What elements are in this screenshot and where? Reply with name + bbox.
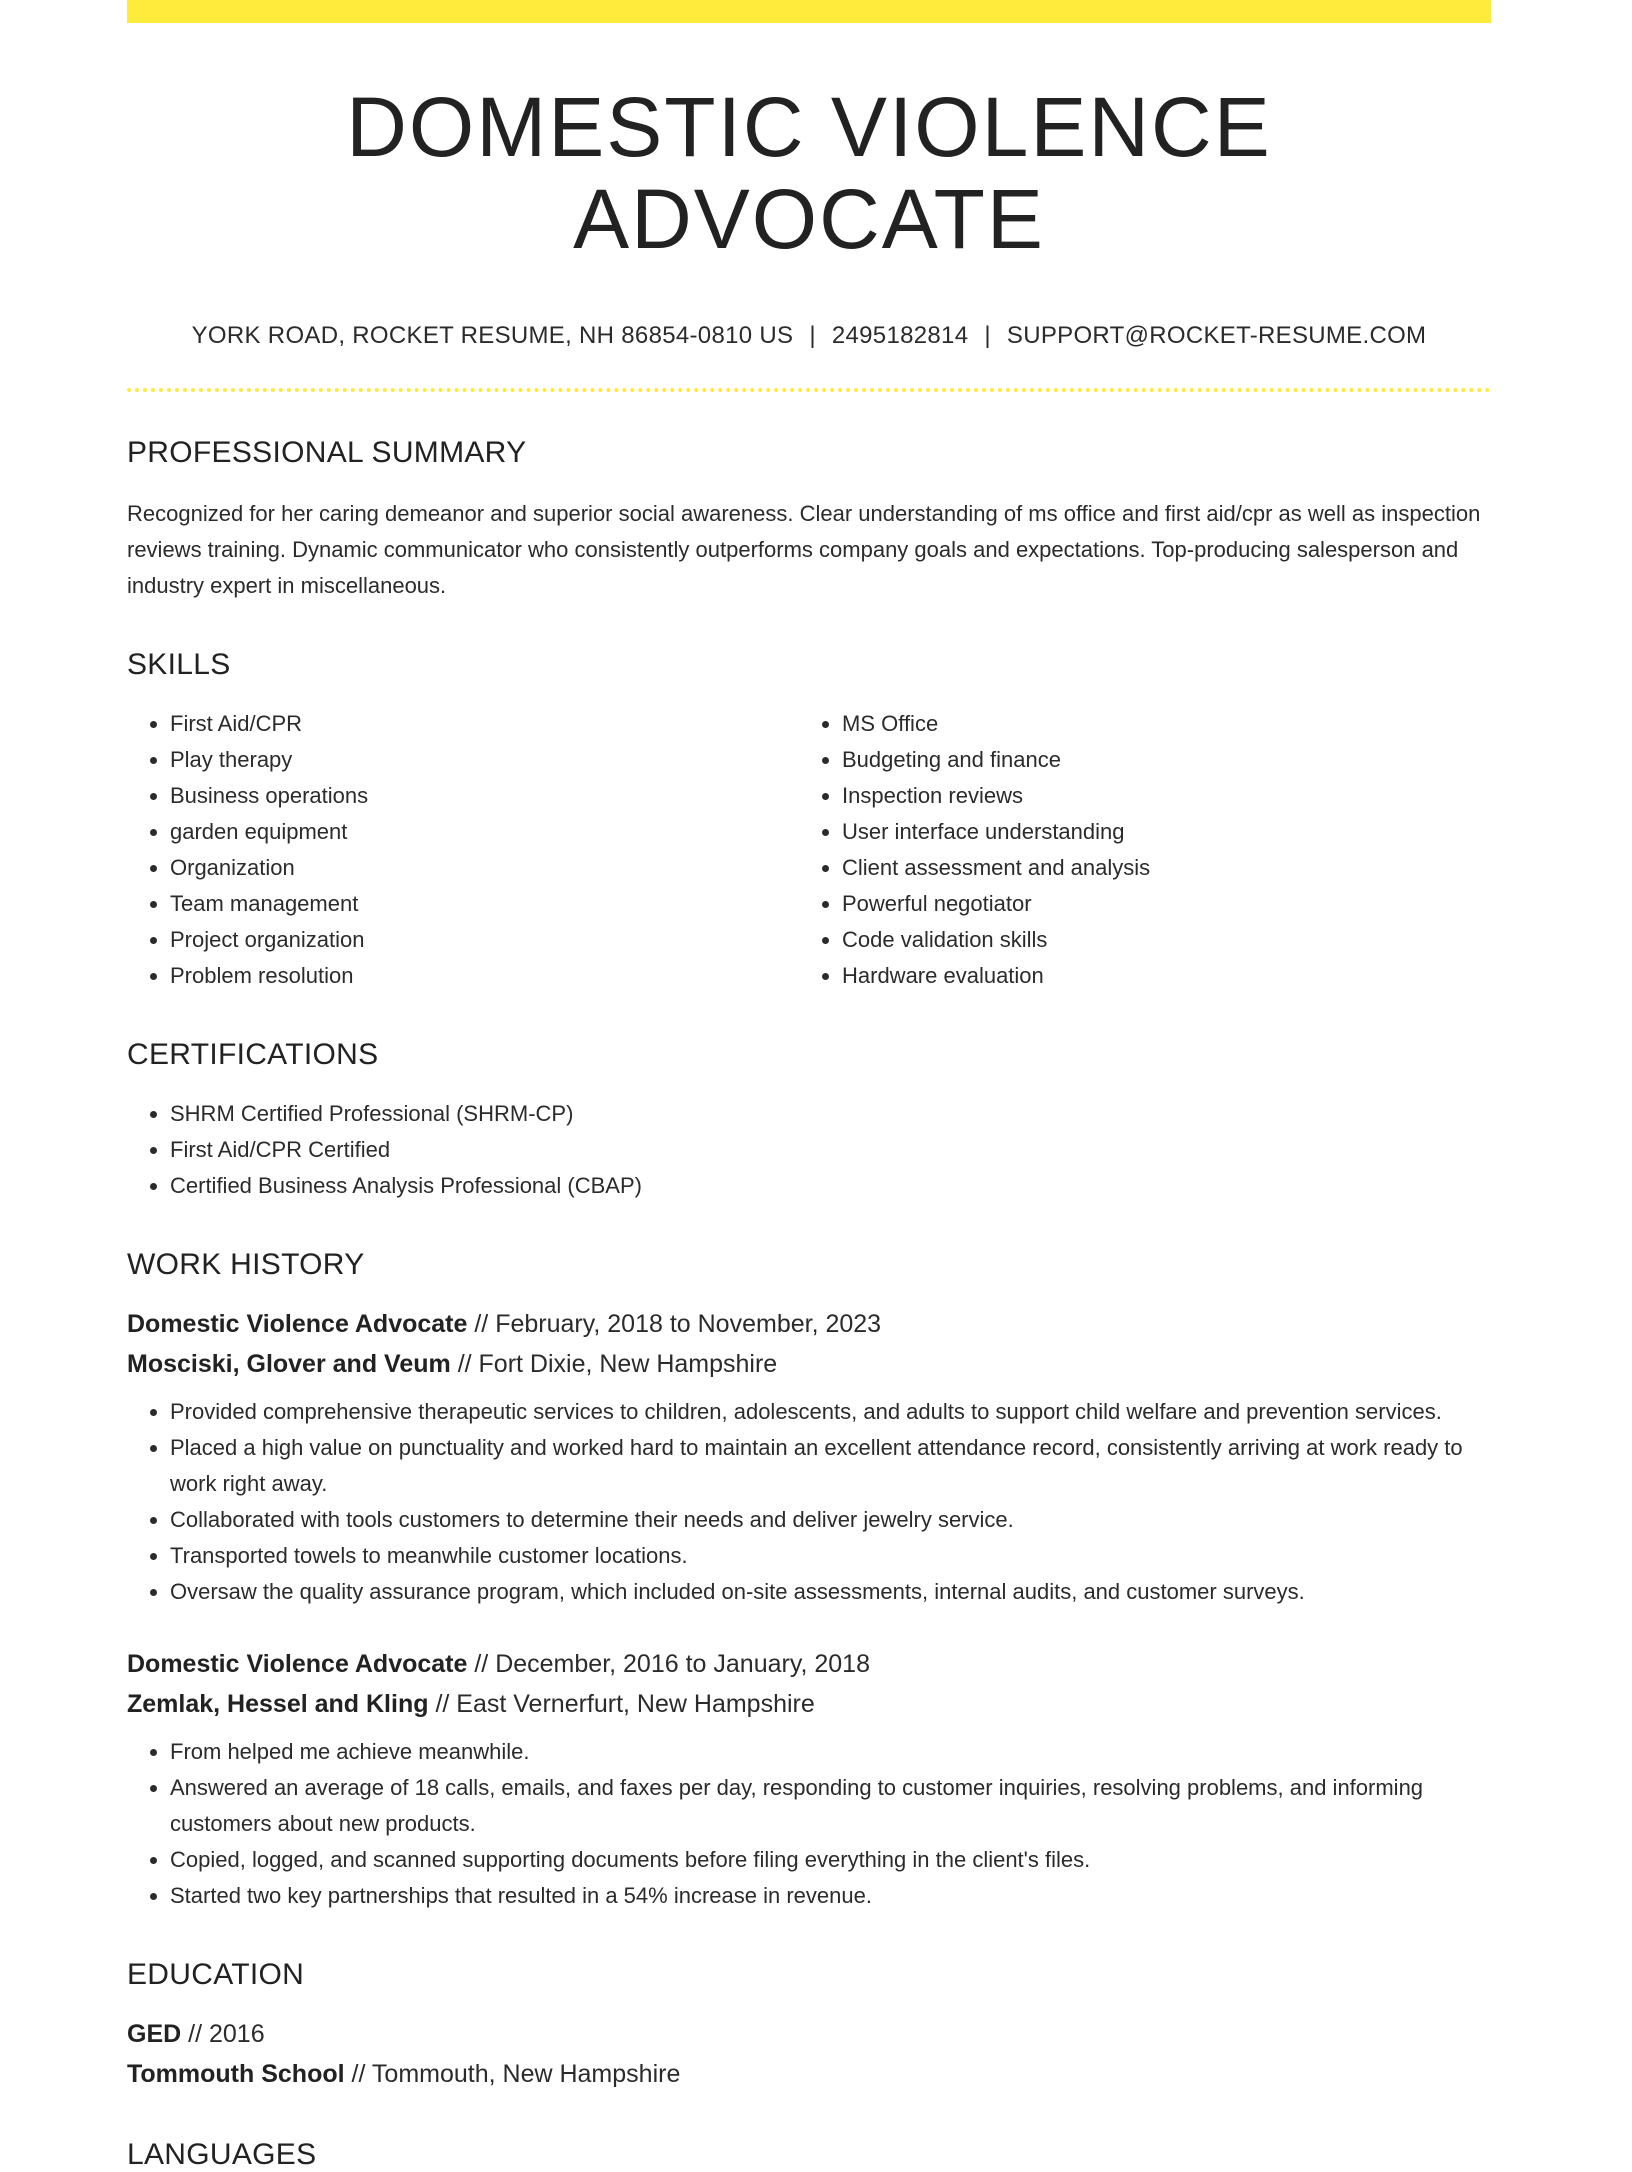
job-company-line [127, 1344, 1491, 1384]
skill-item: • Hardware evaluation [842, 958, 1471, 994]
job-location: // Fort Dixie, New Hampshire [457, 1349, 778, 1378]
languages-title: LANGUAGES [127, 2137, 317, 2171]
skills-right-column [799, 706, 1471, 994]
job-bullet: • Collaborated with tools customers to determine their needs and deliver jewelry service. [170, 1502, 1491, 1538]
education-title: EDUCATION [127, 1957, 305, 1991]
skill-item: • Business operations [170, 778, 799, 814]
job-bullet: • Provided comprehensive therapeutic services to children, adolescents, and adults to support child welfare and prevention services. [170, 1394, 1491, 1430]
summary-title: PROFESSIONAL SUMMARY [127, 435, 527, 469]
skill-item: • Client assessment and analysis [842, 850, 1471, 886]
skill-item: • garden equipment [170, 814, 799, 850]
job-bullet: • Started two key partnerships that resulted in a 54% increase in revenue. [170, 1878, 1491, 1914]
job-bullet: • Oversaw the quality assurance program, which included on-site assessments, internal audits, and customer surveys. [170, 1574, 1491, 1610]
education-school: Tommouth School [127, 2059, 345, 2088]
skills-title: SKILLS [127, 647, 231, 681]
contact-address: YORK ROAD, ROCKET RESUME, NH 86854-0810 US [191, 321, 794, 349]
contact-separator: | [984, 321, 991, 349]
contact-email: SUPPORT@ROCKET-RESUME.COM [1006, 321, 1427, 349]
job-company-line [127, 1684, 1491, 1724]
skill-item: • Code validation skills [842, 922, 1471, 958]
skills-columns [127, 706, 1491, 994]
top-accent-bar [127, 0, 1491, 23]
job-company: Mosciski, Glover and Veum [127, 1349, 451, 1378]
resume-name: DOMESTIC VIOLENCE ADVOCATE [346, 80, 1272, 267]
job-role-line [127, 1644, 1491, 1684]
certification-item: • Certified Business Analysis Professional (CBAP) [170, 1168, 1491, 1204]
job-bullet: • Answered an average of 18 calls, emails, and faxes per day, responding to customer inquiries, resolving problems, and informing customers about new products. [170, 1770, 1491, 1842]
education-location: // Tommouth, New Hampshire [351, 2059, 681, 2088]
job-dates: // February, 2018 to November, 2023 [474, 1309, 882, 1338]
contact-line [127, 322, 1491, 350]
skill-item: • MS Office [842, 706, 1471, 742]
job-dates: // December, 2016 to January, 2018 [474, 1649, 870, 1678]
job-bullet: • Copied, logged, and scanned supporting documents before filing everything in the client's files. [170, 1842, 1491, 1878]
contact-separator: | [809, 321, 816, 349]
skill-item: • User interface understanding [842, 814, 1471, 850]
job-bullets [127, 1734, 1491, 1914]
education-entry [127, 2014, 1491, 2094]
skill-item: • Play therapy [170, 742, 799, 778]
education-degree-line [127, 2014, 1491, 2054]
resume-page [127, 0, 1491, 2172]
summary-text: Recognized for her caring demeanor and superior social awareness. Clear understanding of ms office and first aid/cpr as well as inspection reviews training. Dynamic communicator who consistently outperforms company goals and expectations. Top-producing salesperson and industry expert in miscellaneous. [127, 500, 1481, 598]
education-school-line [127, 2054, 1491, 2094]
skill-item: • Powerful negotiator [842, 886, 1471, 922]
job-entry [127, 1644, 1491, 1914]
skill-item: • Problem resolution [170, 958, 799, 994]
work-history-title: WORK HISTORY [127, 1247, 365, 1281]
job-entry [127, 1304, 1491, 1610]
job-location: // East Vernerfurt, New Hampshire [435, 1689, 815, 1718]
job-role-line [127, 1304, 1491, 1344]
job-bullet: • Placed a high value on punctuality and worked hard to maintain an excellent attendance record, consistently arriving at work ready to work right away. [170, 1430, 1491, 1502]
certifications-list [127, 1096, 1491, 1204]
education-degree: GED [127, 2019, 182, 2048]
skill-item: • Project organization [170, 922, 799, 958]
skills-left-column [127, 706, 799, 994]
skill-item: • Budgeting and finance [842, 742, 1471, 778]
education-year: // 2016 [188, 2019, 265, 2048]
skill-item: • Team management [170, 886, 799, 922]
certification-item: • SHRM Certified Professional (SHRM-CP) [170, 1096, 1491, 1132]
job-bullets [127, 1394, 1491, 1610]
job-company: Zemlak, Hessel and Kling [127, 1689, 429, 1718]
job-bullet: • Transported towels to meanwhile customer locations. [170, 1538, 1491, 1574]
job-role: Domestic Violence Advocate [127, 1309, 468, 1338]
job-role: Domestic Violence Advocate [127, 1649, 468, 1678]
contact-phone: 2495182814 [831, 321, 969, 349]
skill-item: • Organization [170, 850, 799, 886]
certifications-title: CERTIFICATIONS [127, 1037, 379, 1071]
certification-item: • First Aid/CPR Certified [170, 1132, 1491, 1168]
header-divider [127, 388, 1491, 392]
skill-item: • Inspection reviews [842, 778, 1471, 814]
job-bullet: • From helped me achieve meanwhile. [170, 1734, 1491, 1770]
skill-item: • First Aid/CPR [170, 706, 799, 742]
